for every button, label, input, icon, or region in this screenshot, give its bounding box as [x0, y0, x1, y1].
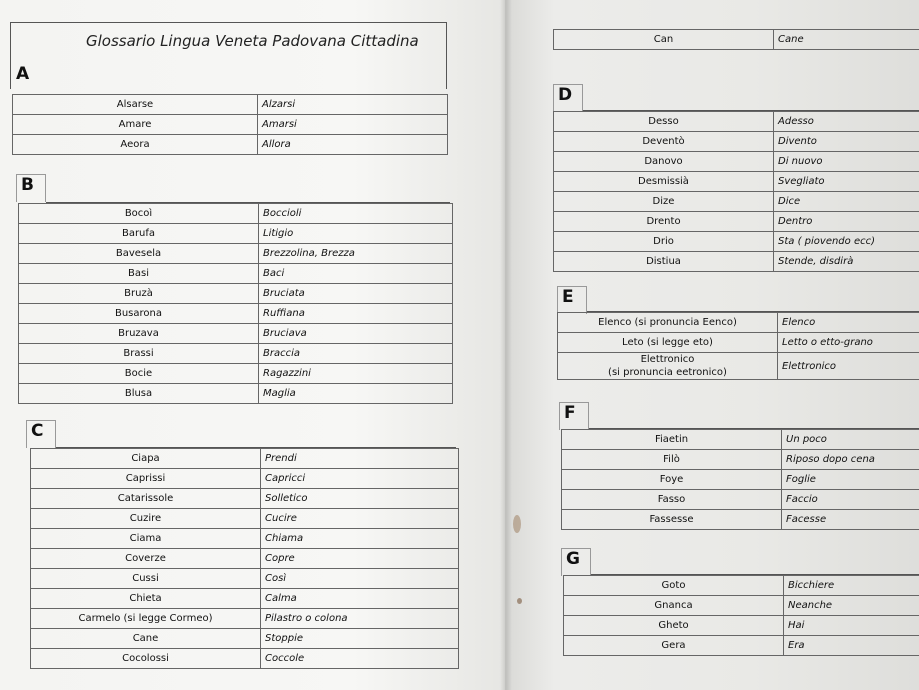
venetian-term: Coverze: [31, 549, 261, 569]
italian-translation: Cucire: [261, 509, 459, 529]
venetian-term: Desso: [554, 112, 774, 132]
venetian-term: Cuzire: [31, 509, 261, 529]
glossary-row: [554, 132, 919, 152]
glossary-row: [19, 224, 453, 244]
glossary-row: [562, 450, 919, 470]
glossary-row: [562, 470, 919, 490]
venetian-term: Gnanca: [564, 596, 784, 616]
glossary-row: [13, 95, 448, 115]
glossary-table-d: [553, 111, 919, 272]
glossary-row: [554, 212, 919, 232]
italian-translation: Bruciava: [259, 324, 453, 344]
venetian-term: Leto (si legge eto): [558, 333, 778, 353]
venetian-term: Filò: [562, 450, 782, 470]
italian-translation: Brezzolina, Brezza: [259, 244, 453, 264]
glossary-row: [19, 284, 453, 304]
italian-translation: Alzarsi: [258, 95, 448, 115]
italian-translation: Dice: [774, 192, 919, 212]
section-letter-f: F: [559, 402, 589, 430]
glossary-row: [554, 232, 919, 252]
italian-translation: Allora: [258, 135, 448, 155]
glossary-table-b: [18, 203, 453, 404]
venetian-term: Ciapa: [31, 449, 261, 469]
venetian-term: Bocoì: [19, 204, 259, 224]
glossary-row: [558, 353, 919, 380]
venetian-term: Foye: [562, 470, 782, 490]
venetian-term: Bruzà: [19, 284, 259, 304]
italian-translation: Un poco: [782, 430, 919, 450]
glossary-row: [19, 204, 453, 224]
glossary-row: [558, 333, 919, 353]
glossary-row: [562, 510, 919, 530]
venetian-term: Amare: [13, 115, 258, 135]
glossary-table-f: [561, 429, 919, 530]
italian-translation: Elenco: [778, 313, 919, 333]
venetian-term: Chieta: [31, 589, 261, 609]
section-letter-e: E: [557, 286, 587, 314]
glossary-table-g: [563, 575, 919, 656]
venetian-term: Fasso: [562, 490, 782, 510]
italian-translation: Capricci: [261, 469, 459, 489]
glossary-row: [31, 509, 459, 529]
italian-translation: Maglia: [259, 384, 453, 404]
venetian-term: Gera: [564, 636, 784, 656]
italian-translation: Pilastro o colona: [261, 609, 459, 629]
glossary-table-c: [30, 448, 459, 669]
venetian-term: Elenco (si pronuncia Eenco): [558, 313, 778, 333]
venetian-term: Bruzava: [19, 324, 259, 344]
glossary-row: [554, 172, 919, 192]
italian-translation: Stoppie: [261, 629, 459, 649]
glossary-row: [31, 649, 459, 669]
glossary-row: [19, 364, 453, 384]
glossary-row: [554, 252, 919, 272]
section-letter-b: B: [16, 174, 46, 202]
italian-translation: Adesso: [774, 112, 919, 132]
venetian-term: Cussi: [31, 569, 261, 589]
italian-translation: Facesse: [782, 510, 919, 530]
paper-stain: [517, 598, 522, 604]
italian-translation: Cane: [774, 30, 919, 50]
glossary-row: [19, 244, 453, 264]
glossary-row: [31, 489, 459, 509]
italian-translation: Dentro: [774, 212, 919, 232]
venetian-term: Alsarse: [13, 95, 258, 115]
glossary-row: [558, 313, 919, 333]
glossary-table-a: [12, 94, 448, 155]
section-letter-g: G: [561, 548, 591, 576]
italian-translation: Foglie: [782, 470, 919, 490]
glossary-table-e: [557, 312, 919, 380]
venetian-term: Bavesela: [19, 244, 259, 264]
section-letter-d: D: [553, 84, 583, 112]
italian-translation: Di nuovo: [774, 152, 919, 172]
glossary-row: [31, 549, 459, 569]
italian-translation: Riposo dopo cena: [782, 450, 919, 470]
italian-translation: Calma: [261, 589, 459, 609]
italian-translation: Svegliato: [774, 172, 919, 192]
italian-translation: Divento: [774, 132, 919, 152]
glossary-row: [31, 629, 459, 649]
paper-stain: [513, 515, 521, 533]
glossary-row: [19, 384, 453, 404]
glossary-row: [564, 576, 919, 596]
italian-translation: Chiama: [261, 529, 459, 549]
glossary-row: [31, 609, 459, 629]
italian-translation: Così: [261, 569, 459, 589]
italian-translation: Coccole: [261, 649, 459, 669]
glossary-row: [554, 112, 919, 132]
glossary-row: [19, 344, 453, 364]
venetian-term: Can: [554, 30, 774, 50]
venetian-term: Drio: [554, 232, 774, 252]
italian-translation: Boccioli: [259, 204, 453, 224]
venetian-term: Barufa: [19, 224, 259, 244]
venetian-term: Caprissi: [31, 469, 261, 489]
glossary-table-c-cont: [553, 29, 919, 50]
italian-translation: Neanche: [784, 596, 919, 616]
italian-translation: Stende, disdirà: [774, 252, 919, 272]
venetian-term: Aeora: [13, 135, 258, 155]
glossary-row: [31, 589, 459, 609]
italian-translation: Hai: [784, 616, 919, 636]
venetian-term: Distiua: [554, 252, 774, 272]
italian-translation: Letto o etto-grano: [778, 333, 919, 353]
venetian-term: Basi: [19, 264, 259, 284]
glossary-row: [13, 115, 448, 135]
italian-translation: Ruffiana: [259, 304, 453, 324]
italian-translation: Faccio: [782, 490, 919, 510]
italian-translation: Elettronico: [778, 353, 919, 380]
venetian-term: Dize: [554, 192, 774, 212]
italian-translation: Braccia: [259, 344, 453, 364]
venetian-term: Catarissole: [31, 489, 261, 509]
venetian-term: Cane: [31, 629, 261, 649]
venetian-term: Elettronico (si pronuncia eetronico): [558, 353, 778, 380]
italian-translation: Solletico: [261, 489, 459, 509]
italian-translation: Sta ( piovendo ecc): [774, 232, 919, 252]
page-title: Glossario Lingua Veneta Padovana Cittadina: [86, 32, 419, 50]
venetian-term: Busarona: [19, 304, 259, 324]
section-letter-c: C: [26, 420, 56, 448]
glossary-row: [562, 490, 919, 510]
glossary-row: [31, 569, 459, 589]
glossary-row: [31, 449, 459, 469]
glossary-row: [554, 152, 919, 172]
venetian-term: Blusa: [19, 384, 259, 404]
glossary-row: [31, 469, 459, 489]
italian-translation: Prendi: [261, 449, 459, 469]
venetian-term: Gheto: [564, 616, 784, 636]
glossary-row: [19, 264, 453, 284]
italian-translation: Era: [784, 636, 919, 656]
glossary-row: [564, 616, 919, 636]
book-fold: [500, 0, 512, 690]
venetian-term: Deventò: [554, 132, 774, 152]
italian-translation: Bicchiere: [784, 576, 919, 596]
glossary-row: [13, 135, 448, 155]
italian-translation: Copre: [261, 549, 459, 569]
glossary-row: [19, 324, 453, 344]
italian-translation: Amarsi: [258, 115, 448, 135]
italian-translation: Baci: [259, 264, 453, 284]
glossary-row: [562, 430, 919, 450]
venetian-term: Brassi: [19, 344, 259, 364]
italian-translation: Litigio: [259, 224, 453, 244]
venetian-term: Carmelo (si legge Cormeo): [31, 609, 261, 629]
glossary-row: [554, 30, 919, 50]
italian-translation: Ragazzini: [259, 364, 453, 384]
venetian-term: Fassesse: [562, 510, 782, 530]
section-letter-a: A: [16, 64, 30, 84]
venetian-term: Bocie: [19, 364, 259, 384]
italian-translation: Bruciata: [259, 284, 453, 304]
glossary-row: [31, 529, 459, 549]
glossary-row: [554, 192, 919, 212]
venetian-term: Fiaetin: [562, 430, 782, 450]
venetian-term: Desmissià: [554, 172, 774, 192]
glossary-row: [19, 304, 453, 324]
venetian-term: Goto: [564, 576, 784, 596]
venetian-term: Danovo: [554, 152, 774, 172]
glossary-row: [564, 596, 919, 616]
venetian-term: Ciama: [31, 529, 261, 549]
venetian-term: Drento: [554, 212, 774, 232]
venetian-term: Cocolossi: [31, 649, 261, 669]
right-page: [505, 0, 919, 690]
glossary-row: [564, 636, 919, 656]
